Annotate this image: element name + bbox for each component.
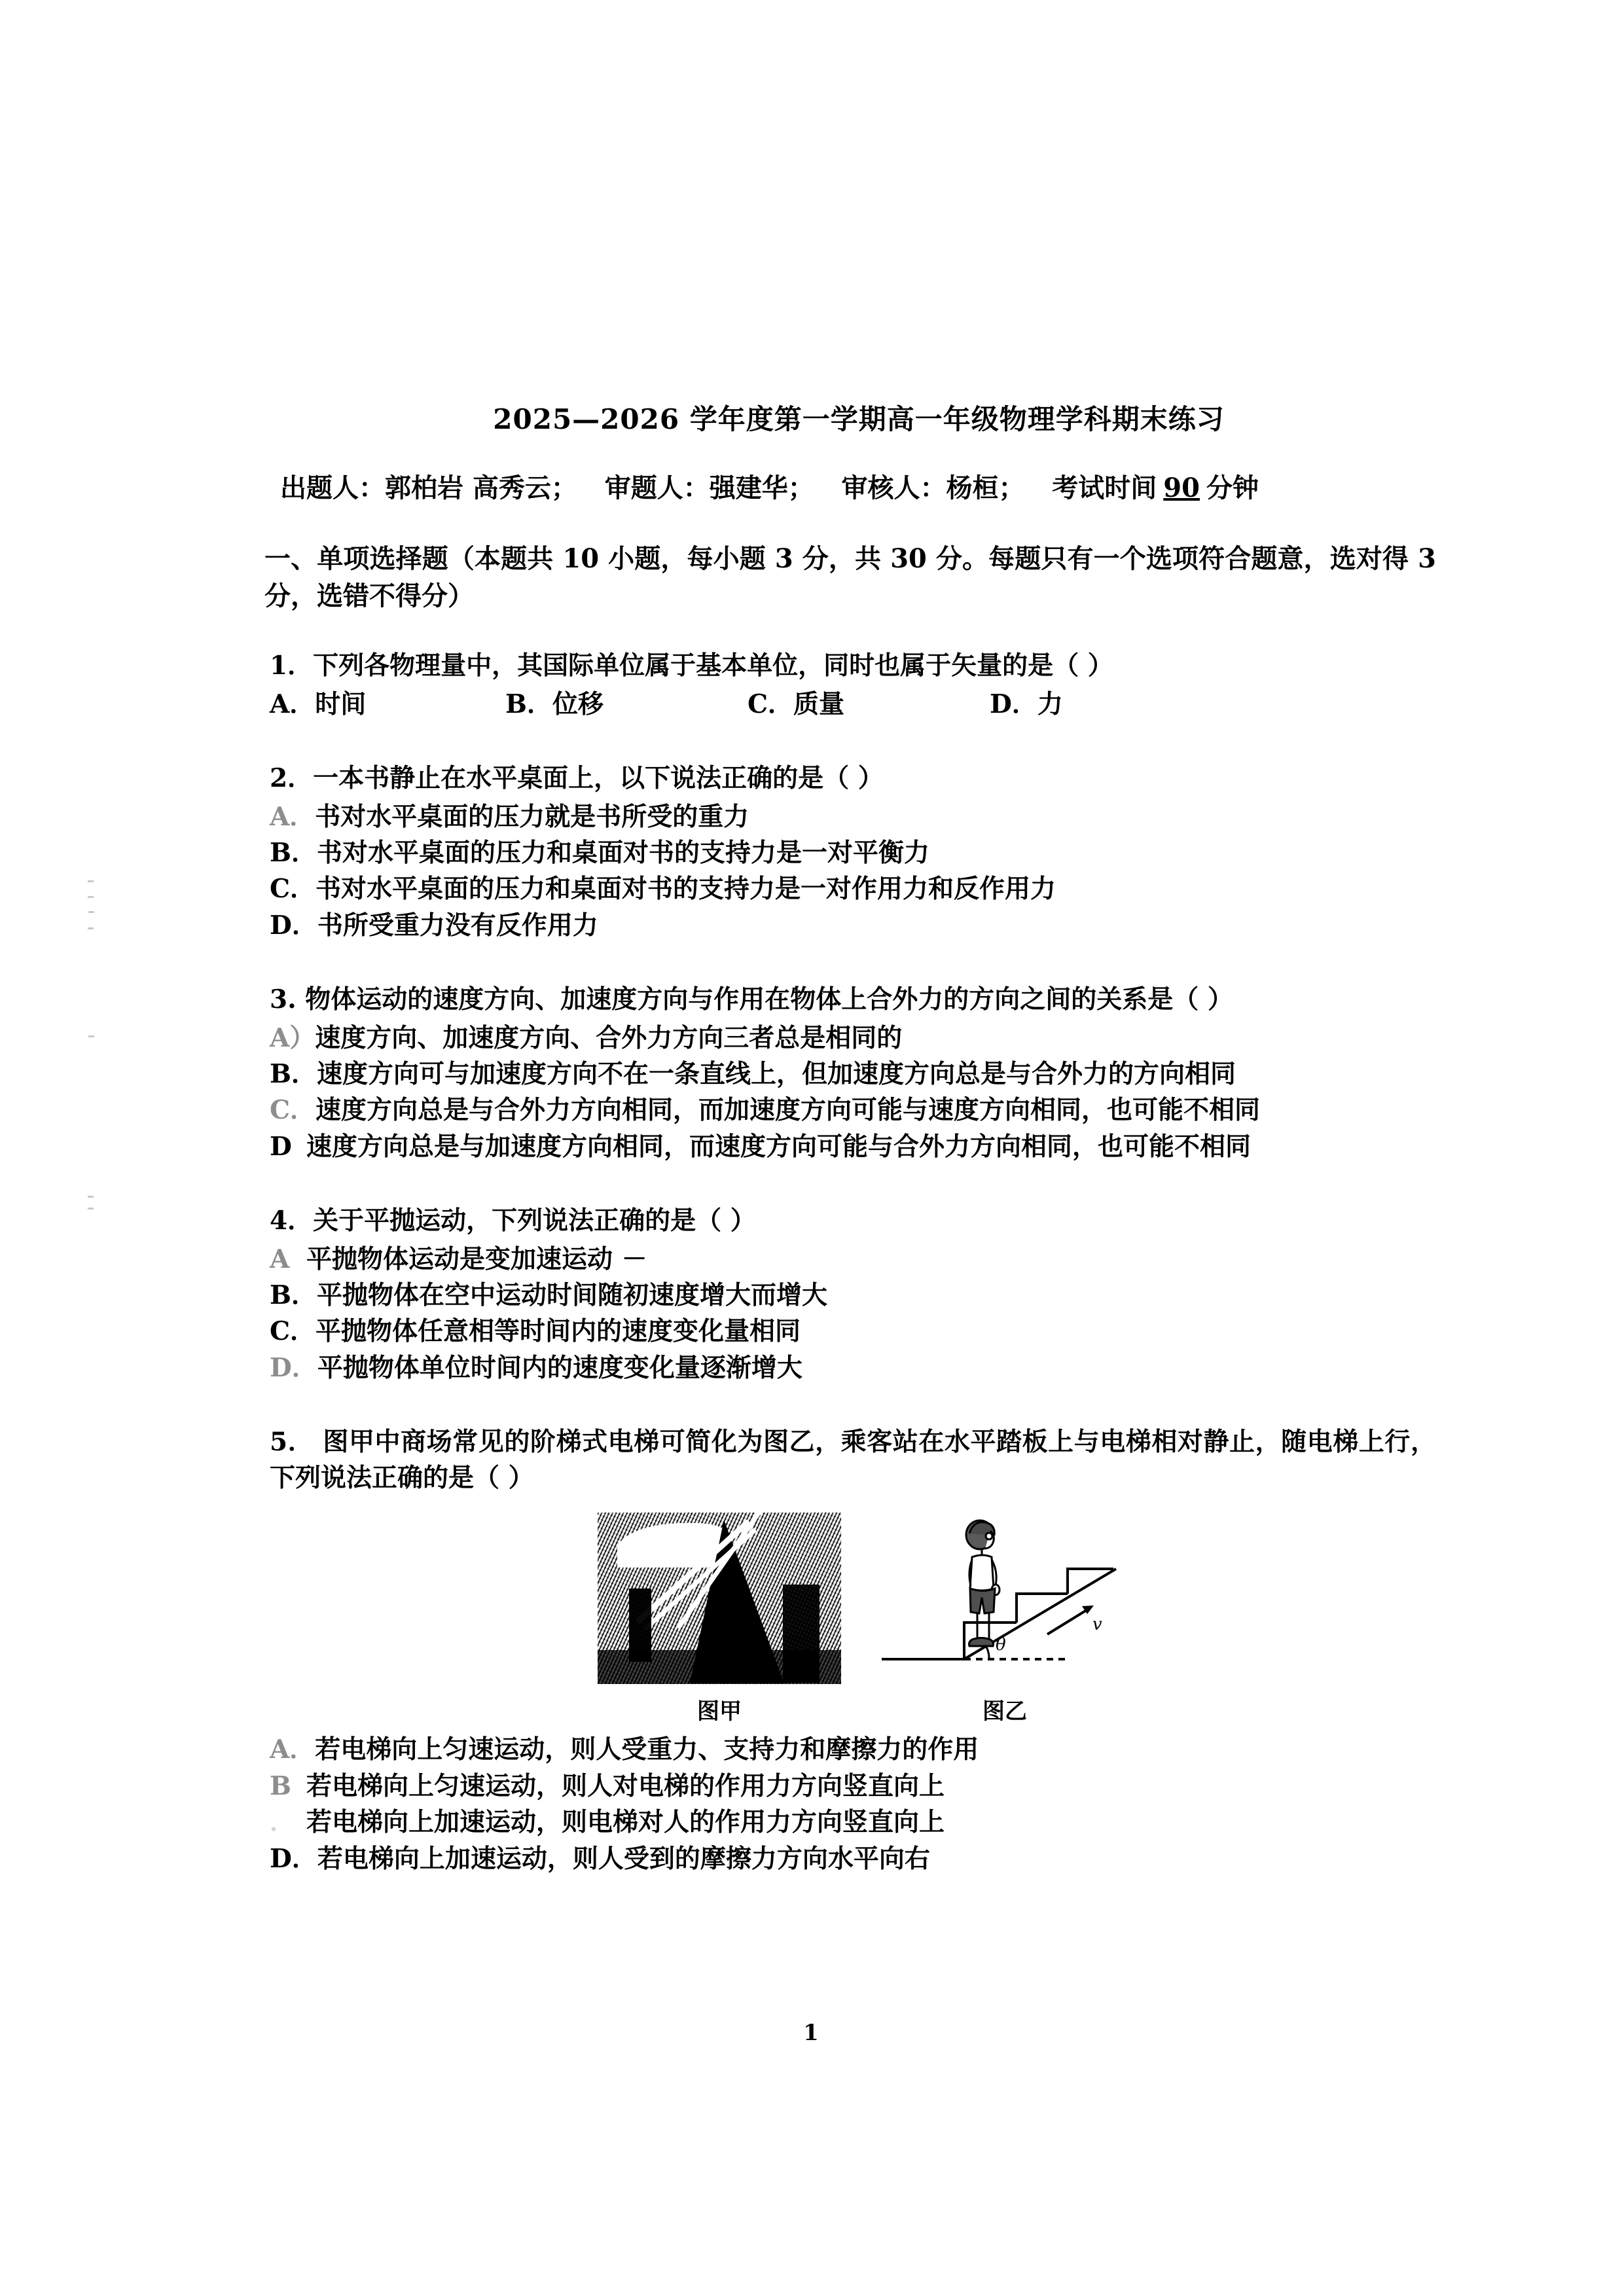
option-text: 若电梯向上加速运动，则人受到的摩擦力方向水平向右 xyxy=(317,1843,930,1874)
question-5 xyxy=(264,1424,1436,1877)
option-letter: B． xyxy=(505,689,552,719)
question-5-stem xyxy=(264,1424,1436,1496)
question-2-option-b[interactable] xyxy=(264,835,1436,871)
option-text: 平抛物体单位时间内的速度变化量逐渐增大 xyxy=(317,1352,802,1383)
option-text: 速度方向总是与合外力方向相同，而加速度方向可能与速度方向相同，也可能不相同 xyxy=(315,1095,1261,1126)
scan-speck xyxy=(88,880,94,882)
question-3-option-d[interactable] xyxy=(264,1129,1436,1165)
option-letter: A． xyxy=(270,689,315,719)
option-letter: C． xyxy=(748,689,794,719)
duration-label: 考试时间 xyxy=(1052,473,1157,504)
scan-speck xyxy=(88,1196,94,1198)
question-2-option-a[interactable] xyxy=(264,799,1436,835)
question-4-text: 关于平抛运动，下列说法正确的是（ ） xyxy=(313,1206,756,1236)
reviewer-name: 强建华； xyxy=(709,473,814,504)
question-3-option-b[interactable] xyxy=(264,1056,1436,1092)
question-3 xyxy=(264,982,1436,1165)
option-letter: A xyxy=(270,1244,290,1274)
duration-unit: 分钟 xyxy=(1206,473,1259,504)
option-text: 书对水平桌面的压力和桌面对书的支持力是一对作用力和反作用力 xyxy=(315,874,1056,905)
question-5-option-c[interactable] xyxy=(264,1804,1436,1840)
scan-speck xyxy=(88,1208,94,1210)
option-letter: D． xyxy=(270,910,317,941)
question-1-option-c[interactable] xyxy=(748,687,990,723)
page-title: 2025—2026 学年度第一学期高一年级物理学科期末练习 xyxy=(493,403,1225,435)
question-1-option-b[interactable] xyxy=(505,687,748,723)
option-letter: A） xyxy=(270,1022,315,1053)
question-2-number: 2． xyxy=(270,762,314,793)
question-5-option-d[interactable] xyxy=(264,1841,1436,1877)
reviewer-label: 审题人： xyxy=(604,473,710,504)
option-text: 若电梯向上匀速运动，则人受重力、支持力和摩擦力的作用 xyxy=(315,1734,979,1765)
question-1 xyxy=(264,648,1436,723)
question-4-option-d[interactable] xyxy=(264,1350,1436,1386)
question-4-stem xyxy=(264,1203,1436,1239)
option-letter: C． xyxy=(270,874,316,905)
question-1-stem xyxy=(264,648,1436,684)
question-5-option-a[interactable] xyxy=(264,1732,1436,1768)
option-text: 位移 xyxy=(552,689,604,719)
question-5-figures xyxy=(264,1510,1436,1725)
option-letter: B． xyxy=(270,1280,317,1311)
question-5-option-b[interactable] xyxy=(264,1768,1436,1804)
option-letter: B． xyxy=(270,1059,317,1090)
angle-label-theta: θ xyxy=(996,1635,1006,1655)
author-label: 出题人： xyxy=(280,473,385,504)
question-3-option-a[interactable] xyxy=(264,1020,1436,1056)
spacer xyxy=(264,1177,1436,1203)
question-3-text: 物体运动的速度方向、加速度方向与作用在物体上合外力的方向之间的关系是（ ） xyxy=(305,984,1233,1015)
question-4-option-b[interactable] xyxy=(264,1278,1436,1314)
option-text: 速度方向总是与加速度方向相同，而速度方向可能与合外力方向相同，也可能不相同 xyxy=(306,1131,1252,1162)
option-letter: C． xyxy=(270,1316,316,1347)
question-5-number: 5． xyxy=(270,1427,314,1458)
option-letter: A． xyxy=(270,1734,315,1765)
question-3-stem xyxy=(264,982,1436,1018)
person-figure xyxy=(966,1520,1000,1646)
option-text: 书对水平桌面的压力和桌面对书的支持力是一对平衡力 xyxy=(316,837,929,868)
question-4-number: 4． xyxy=(270,1206,314,1236)
scan-speck xyxy=(88,911,94,913)
question-1-option-d[interactable] xyxy=(990,687,1063,723)
question-1-options xyxy=(264,687,1436,723)
question-5-text: 图甲中商场常见的阶梯式电梯可简化为图乙，乘客站在水平踏板上与电梯相对静止，随电梯上行，下列说法正确的是（ ） xyxy=(270,1427,1436,1493)
question-3-number: 3. xyxy=(270,984,297,1015)
duration-value: 90 xyxy=(1163,473,1200,504)
escalator-photo xyxy=(598,1513,841,1684)
option-letter: D xyxy=(270,1131,292,1162)
option-text: 速度方向可与加速度方向不在一条直线上，但加速度方向总是与合外力的方向相同 xyxy=(316,1059,1236,1090)
question-4 xyxy=(264,1203,1436,1386)
option-text: 平抛物体在空中运动时间随初速度增大而增大 xyxy=(316,1280,827,1311)
figure-yi-caption: 图乙 xyxy=(982,1698,1027,1725)
question-2 xyxy=(264,761,1436,944)
checker-label: 审核人： xyxy=(841,473,946,504)
question-2-option-c[interactable] xyxy=(264,871,1436,907)
option-text: 若电梯向上加速运动，则电梯对人的作用力方向竖直向上 xyxy=(306,1807,945,1838)
option-letter: D． xyxy=(990,689,1037,719)
option-text: 平抛物体运动是变加速运动 － xyxy=(306,1244,647,1274)
escalator-diagram xyxy=(880,1510,1129,1681)
option-text: 时间 xyxy=(315,689,367,719)
question-4-option-c[interactable] xyxy=(264,1314,1436,1350)
spacer xyxy=(264,956,1436,982)
option-letter: D． xyxy=(270,1352,317,1383)
page-content xyxy=(264,403,1436,1889)
figure-jia-caption: 图甲 xyxy=(697,1698,742,1725)
spacer xyxy=(264,1398,1436,1424)
option-letter: B． xyxy=(270,837,317,868)
option-letter: D． xyxy=(270,1843,317,1874)
question-2-option-d[interactable] xyxy=(264,908,1436,944)
section-heading: 一、单项选择题（本题共 10 小题，每小题 3 分，共 30 分。每题只有一个选项符合题意，选对得 3 分，选错不得分） xyxy=(264,543,1436,612)
author-names: 郭柏岩 高秀云； xyxy=(385,473,577,504)
question-1-number: 1． xyxy=(270,650,314,681)
velocity-label-v: v xyxy=(1092,1615,1102,1635)
option-text: 平抛物体任意相等时间内的速度变化量相同 xyxy=(315,1316,801,1347)
checker-name: 杨桓； xyxy=(946,473,1025,504)
question-2-text: 一本书静止在水平桌面上，以下说法正确的是（ ） xyxy=(313,762,884,793)
question-1-option-a[interactable] xyxy=(270,687,505,723)
figure-jia-block xyxy=(598,1513,841,1725)
option-letter: C． xyxy=(270,1095,316,1126)
option-letter: ． xyxy=(270,1807,296,1838)
option-letter: A． xyxy=(270,801,315,832)
option-text: 速度方向、加速度方向、合外力方向三者总是相同的 xyxy=(315,1022,903,1053)
question-2-stem xyxy=(264,761,1436,797)
page-number: 1 xyxy=(803,2020,819,2046)
option-text: 质量 xyxy=(793,689,845,719)
option-text: 书对水平桌面的压力就是书所受的重力 xyxy=(315,801,749,832)
scan-speck xyxy=(88,927,94,929)
scan-speck xyxy=(88,1035,94,1037)
scan-speck xyxy=(88,896,94,898)
question-4-option-a[interactable] xyxy=(264,1242,1436,1278)
option-text: 力 xyxy=(1037,689,1063,719)
figure-yi-block xyxy=(880,1510,1129,1725)
option-letter: B xyxy=(270,1770,291,1801)
question-3-option-c[interactable] xyxy=(264,1092,1436,1128)
option-text: 若电梯向上匀速运动，则人对电梯的作用力方向竖直向上 xyxy=(306,1770,945,1801)
option-text: 书所受重力没有反作用力 xyxy=(317,910,598,941)
question-1-text: 下列各物理量中，其国际单位属于基本单位，同时也属于矢量的是（ ） xyxy=(313,650,1113,681)
byline xyxy=(264,473,1436,504)
spacer xyxy=(264,734,1436,761)
